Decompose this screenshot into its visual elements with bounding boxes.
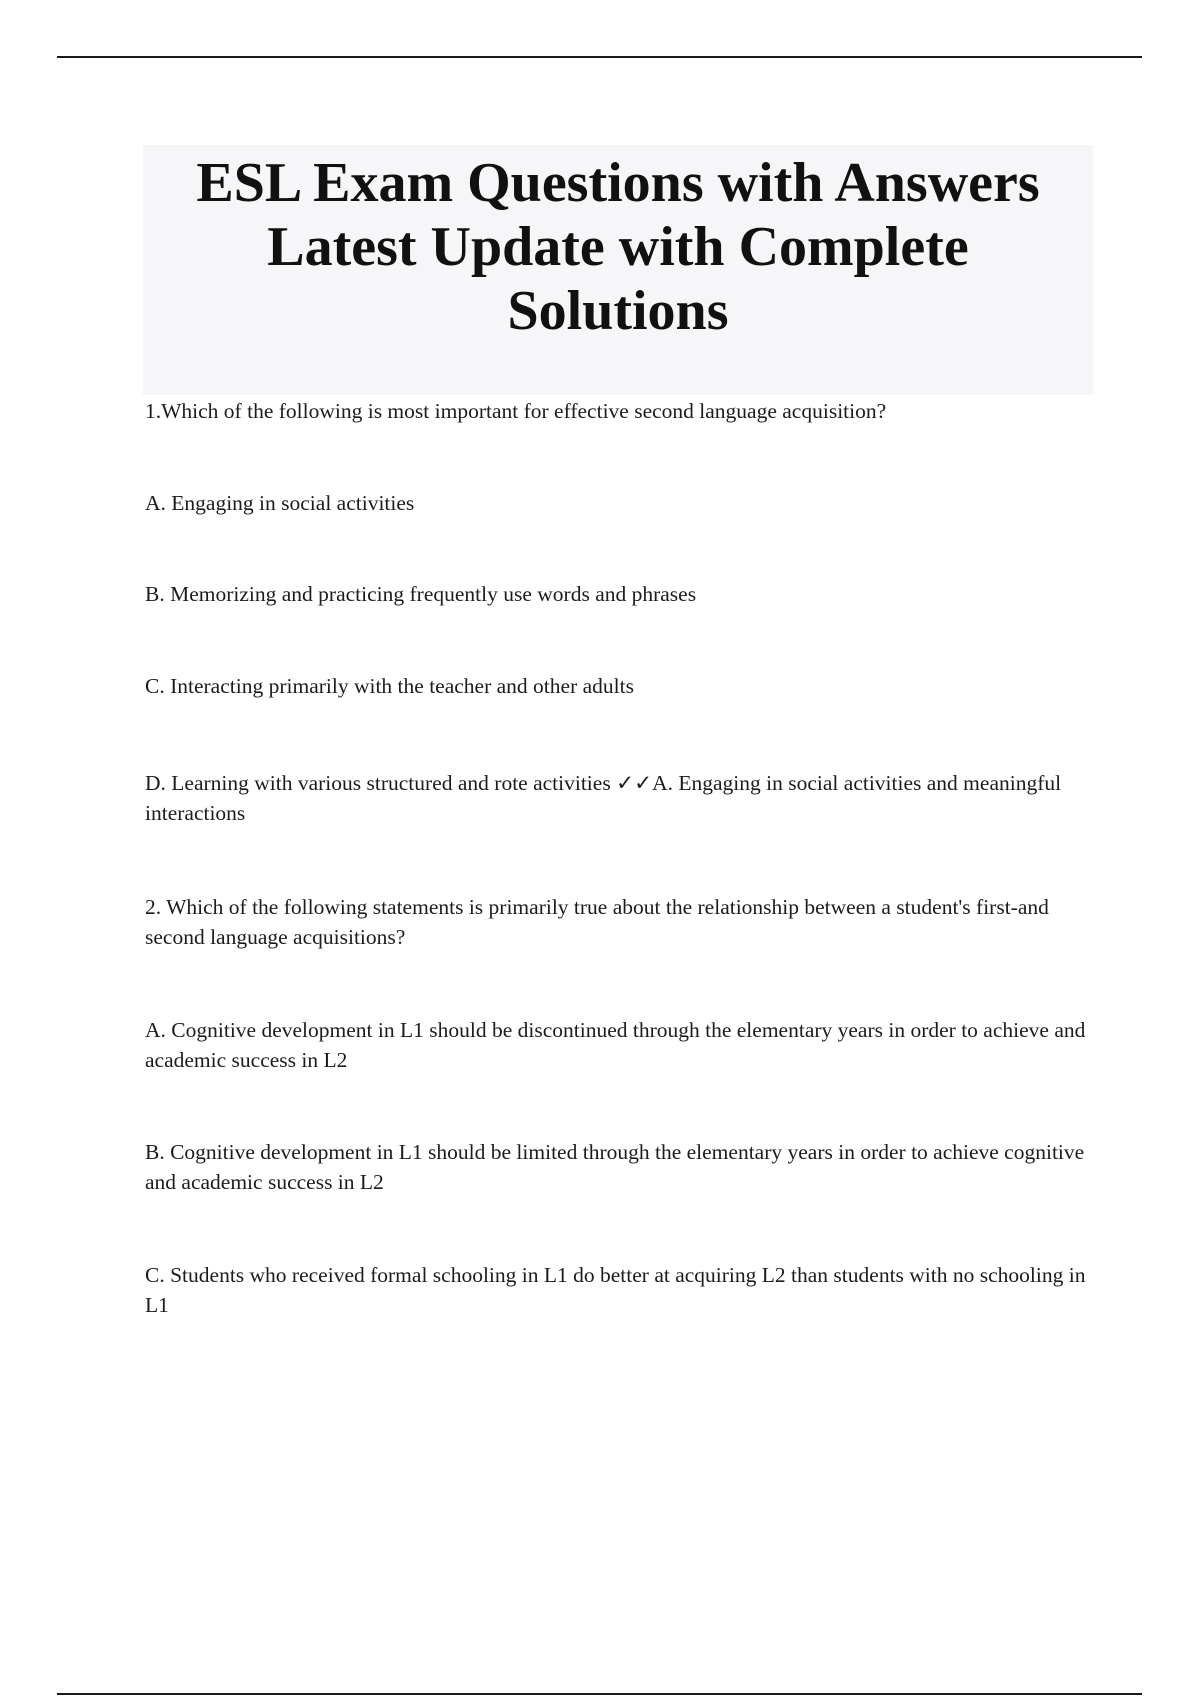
title-line: ESL Exam Questions with Answers bbox=[196, 152, 1040, 214]
question-2-option-c: C. Students who received formal schooling in L1 do better at acquiring L2 than students with no schooling in L1 bbox=[145, 1263, 1086, 1317]
page-title bbox=[143, 151, 1093, 343]
question-1-option-c: C. Interacting primarily with the teacher and other adults bbox=[145, 674, 634, 698]
title-line: Latest Update with Complete bbox=[267, 216, 969, 278]
question-1: 1.Which of the following is most important for effective second language acquisition? bbox=[145, 399, 887, 423]
question-1-option-b: B. Memorizing and practicing frequently use words and phrases bbox=[145, 582, 697, 606]
title-line: Solutions bbox=[507, 280, 729, 342]
question-2: 2. Which of the following statements is primarily true about the relationship between a student's first-and second language acquisitions? bbox=[145, 895, 1049, 949]
title-banner bbox=[143, 145, 1093, 395]
question-2-option-b: B. Cognitive development in L1 should be limited through the elementary years in order to achieve cognitive and academic success in L2 bbox=[145, 1140, 1085, 1194]
question-2-option-a: A. Cognitive development in L1 should be discontinued through the elementary years in order to achieve and academic success in L2 bbox=[145, 1018, 1086, 1072]
question-1-option-a: A. Engaging in social activities bbox=[145, 491, 415, 515]
top-rule bbox=[57, 56, 1142, 58]
bottom-rule bbox=[57, 1693, 1142, 1695]
question-1-option-d-answer: D. Learning with various structured and rote activities ✓✓A. Engaging in social activities and meaningful interactions bbox=[145, 771, 1062, 825]
